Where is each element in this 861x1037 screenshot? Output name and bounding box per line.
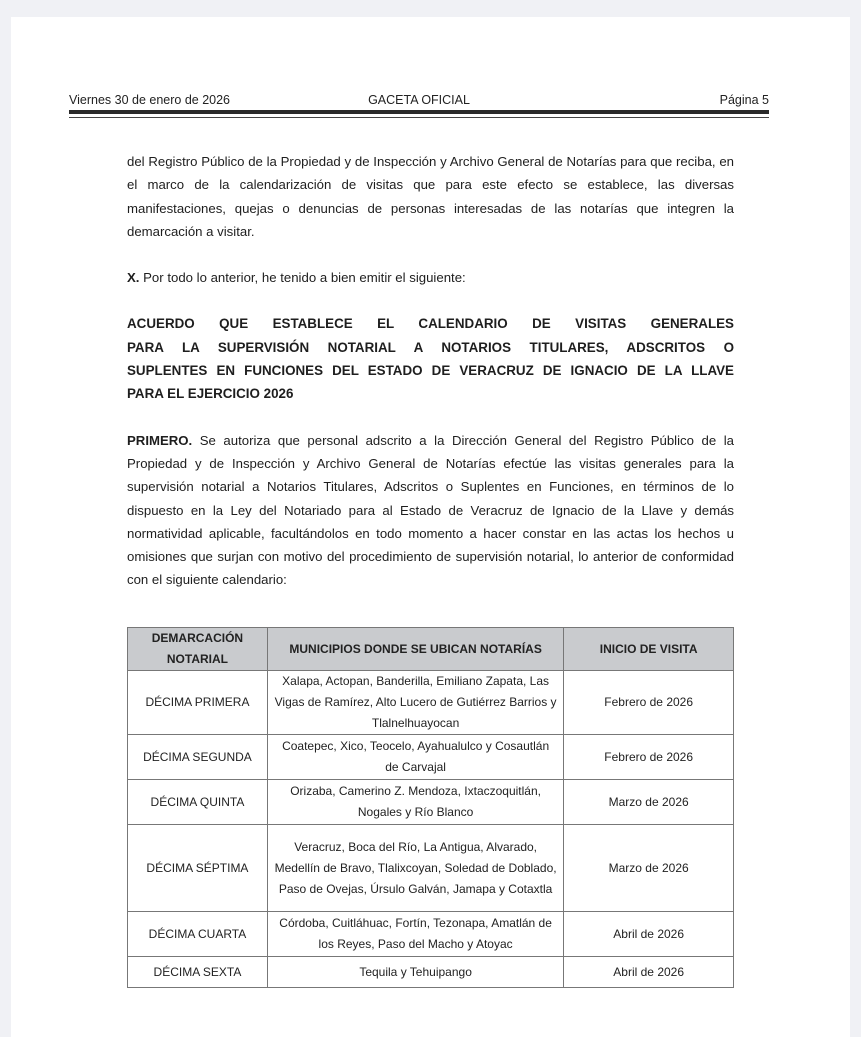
cell-demarcacion: DÉCIMA QUINTA: [128, 780, 268, 825]
cell-municipios: Veracruz, Boca del Río, La Antigua, Alvarado, Medellín de Bravo, Tlalixcoyan, Soledad de Doblado, Paso de Ovejas, Úrsulo Galván, Jamapa y Cotaxtla: [267, 825, 563, 912]
table-row: [128, 912, 734, 957]
table-row: [128, 780, 734, 825]
primero-label: PRIMERO.: [127, 432, 193, 448]
primero-text: Se autoriza que personal adscrito a la Dirección General del Registro Público de la Propiedad y de Inspección y Archivo General de Notarías efectúe las visitas generales para la supervisión notarial a Notarios Titulares, Adscritos o Suplentes en Funciones, en términos de lo dispuesto en la Ley del Notariado para al Estado de Veracruz de Ignacio de la Llave y demás normatividad aplicable, facultándolos en todo momento a hacer constar en las actas los hechos u omisiones que surjan con motivo del procedimiento de supervisión notarial, lo anterior de conformidad con el siguiente calendario:: [127, 432, 734, 588]
cell-municipios: Coatepec, Xico, Teocelo, Ayahualulco y Cosautlán de Carvajal: [267, 735, 563, 780]
header-demarcacion: DEMARCACIÓN NOTARIAL: [128, 628, 268, 671]
agreement-title-line: PARA EL EJERCICIO 2026: [127, 386, 294, 402]
table-row: [128, 957, 734, 988]
cell-inicio: Febrero de 2026: [564, 671, 734, 735]
document-body: [127, 150, 734, 592]
table-header-row: [128, 628, 734, 671]
section-x: [127, 266, 734, 289]
cell-demarcacion: DÉCIMA CUARTA: [128, 912, 268, 957]
cell-demarcacion: DÉCIMA SEXTA: [128, 957, 268, 988]
header-rule-thick: [69, 110, 769, 114]
agreement-title: [127, 312, 734, 405]
header-inicio: INICIO DE VISITA: [564, 628, 734, 671]
table-row: [128, 825, 734, 912]
cell-municipios: Xalapa, Actopan, Banderilla, Emiliano Zapata, Las Vigas de Ramírez, Alto Lucero de Gutiérrez Barrios y Tlalnelhuayocan: [267, 671, 563, 735]
agreement-title-line: ACUERDO QUE ESTABLECE EL CALENDARIO DE VISITAS GENERALES: [127, 316, 734, 332]
header-publication: GACETA OFICIAL: [368, 93, 470, 107]
cell-demarcacion: DÉCIMA PRIMERA: [128, 671, 268, 735]
paragraph-continuation: del Registro Público de la Propiedad y de Inspección y Archivo General de Notarías para que reciba, en el marco de la calendarización de visitas que para este efecto se establece, las diversas manifestaciones, quejas o denuncias de personas interesadas de las notarías que integren la demarcación a visitar.: [127, 154, 734, 239]
table-row: [128, 671, 734, 735]
cell-municipios: Orizaba, Camerino Z. Mendoza, Ixtaczoquitlán, Nogales y Río Blanco: [267, 780, 563, 825]
cell-municipios: Córdoba, Cuitláhuac, Fortín, Tezonapa, Amatlán de los Reyes, Paso del Macho y Atoyac: [267, 912, 563, 957]
agreement-title-line: SUPLENTES EN FUNCIONES DEL ESTADO DE VERACRUZ DE IGNACIO DE LA LLAVE: [127, 363, 734, 379]
cell-inicio: Abril de 2026: [564, 957, 734, 988]
visit-calendar-table: [127, 627, 734, 988]
cell-inicio: Marzo de 2026: [564, 825, 734, 912]
page-header: [69, 93, 769, 109]
document-page: [11, 17, 850, 1037]
section-x-text: Por todo lo anterior, he tenido a bien emitir el siguiente:: [139, 270, 466, 286]
header-page-number: Página 5: [719, 93, 769, 107]
section-x-label: X.: [127, 270, 140, 286]
agreement-title-line: PARA LA SUPERVISIÓN NOTARIAL A NOTARIOS TITULARES, ADSCRITOS O: [127, 339, 734, 355]
cell-inicio: Febrero de 2026: [564, 735, 734, 780]
cell-inicio: Abril de 2026: [564, 912, 734, 957]
article-primero: [127, 429, 734, 592]
header-municipios: MUNICIPIOS DONDE SE UBICAN NOTARÍAS: [267, 628, 563, 671]
header-date: Viernes 30 de enero de 2026: [69, 93, 231, 107]
cell-municipios: Tequila y Tehuipango: [267, 957, 563, 988]
cell-demarcacion: DÉCIMA SÉPTIMA: [128, 825, 268, 912]
table-row: [128, 735, 734, 780]
header-rule-thin: [69, 117, 769, 118]
cell-demarcacion: DÉCIMA SEGUNDA: [128, 735, 268, 780]
cell-inicio: Marzo de 2026: [564, 780, 734, 825]
